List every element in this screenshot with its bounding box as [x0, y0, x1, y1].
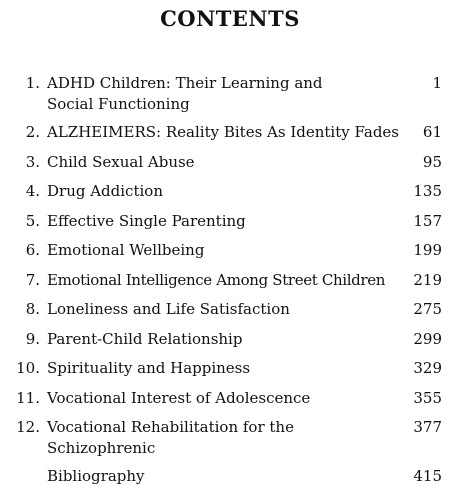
- entry-title: Child Sexual Abuse: [47, 153, 195, 171]
- entry-page-number: 135: [413, 182, 442, 200]
- entry-page-number: 377: [413, 418, 442, 436]
- entry-page-number: 199: [413, 241, 442, 259]
- entry-page-number: 219: [413, 271, 442, 289]
- entry-title: Loneliness and Life Satisfaction: [47, 300, 290, 318]
- entry-title: Vocational Interest of Adolescence: [47, 389, 311, 407]
- entry-title: Bibliography: [47, 467, 145, 485]
- entry-number: 10.: [16, 359, 40, 377]
- entry-title: Vocational Rehabilitation for the Schizophrenic: [47, 418, 294, 457]
- entry-number: 7.: [25, 271, 40, 289]
- entry-page-number: 95: [422, 153, 442, 171]
- entry-number: 5.: [25, 212, 40, 230]
- entry-page-number: 157: [413, 212, 442, 230]
- entry-number: 11.: [16, 389, 40, 407]
- entry-number: 1.: [25, 74, 40, 92]
- entry-title: Effective Single Parenting: [47, 212, 246, 230]
- entry-number: 3.: [25, 153, 40, 171]
- entry-page-number: 355: [413, 389, 442, 407]
- entry-title: Parent-Child Relationship: [47, 330, 243, 348]
- entry-page-number: 275: [413, 300, 442, 318]
- entry-title: Emotional Intelligence Among Street Children: [47, 271, 386, 289]
- entry-number: 4.: [25, 182, 40, 200]
- entry-title: Spirituality and Happiness: [47, 359, 251, 377]
- entry-page-number: 415: [413, 467, 442, 485]
- entry-page-number: 329: [413, 359, 442, 377]
- entry-number: 12.: [16, 418, 40, 436]
- entry-title: ALZHEIMERS: Reality Bites As Identity Fades: [47, 123, 400, 141]
- entry-page-number: 61: [422, 123, 442, 141]
- entry-number: 2.: [25, 123, 40, 141]
- entry-title: ADHD Children: Their Learning and Social Functioning: [47, 74, 323, 113]
- entry-title: Drug Addiction: [47, 182, 163, 200]
- entry-number: 8.: [25, 300, 40, 318]
- page-title: CONTENTS: [160, 6, 300, 31]
- entry-title: Emotional Wellbeing: [47, 241, 205, 259]
- entry-number: 6.: [25, 241, 40, 259]
- entry-page-number: 299: [413, 330, 442, 348]
- entry-number: 9.: [25, 330, 40, 348]
- entry-page-number: 1: [432, 74, 442, 92]
